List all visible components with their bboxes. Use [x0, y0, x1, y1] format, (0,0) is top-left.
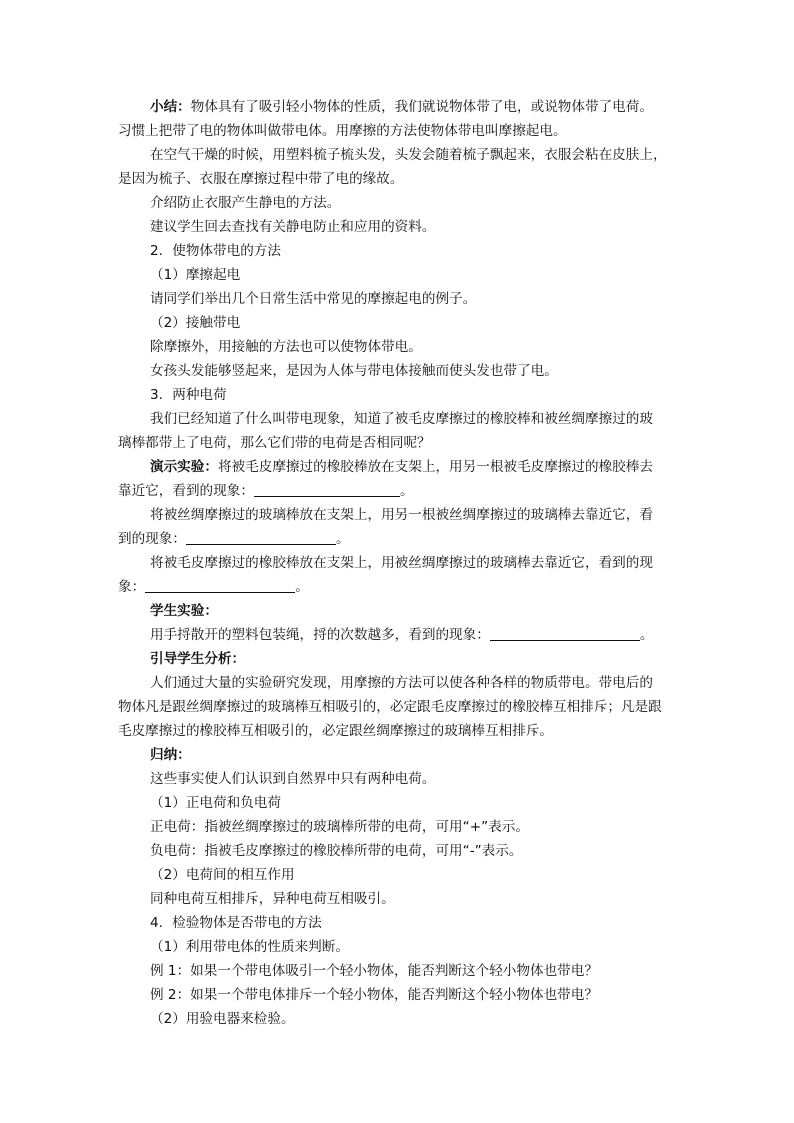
summary-text: 物体具有了吸引轻小物体的性质，我们就说物体带了电，或说物体带了电荷。: [190, 99, 653, 115]
demo-experiment-1a: [150, 455, 680, 479]
demo-experiment-3b: [118, 575, 678, 599]
answer-blank-3[interactable]: [145, 578, 295, 593]
guide-text-1: 人们通过大量的实验研究发现，用摩擦的方法可以使各种各样的物质带电。带电后的: [150, 675, 653, 691]
summary-paragraph: [150, 95, 680, 119]
section-2-title: 2．使物体带电的方法: [150, 243, 281, 259]
demo-3-prompt: 象：: [118, 579, 146, 595]
demo-experiment-3a: 将被毛皮摩擦过的橡胶棒放在支架上，用被丝绸摩擦过的玻璃棒去靠近它，看到的现: [150, 555, 653, 571]
answer-blank-4[interactable]: [490, 626, 640, 641]
contact-text-1: 除摩擦外，用接触的方法也可以使物体带电。: [150, 339, 422, 355]
contact-heading: （2）接触带电: [150, 315, 241, 331]
answer-blank-1[interactable]: [254, 482, 400, 497]
section-3-title: 3．两种电荷: [150, 387, 227, 403]
two-charges-intro-2: 璃棒都带上了电荷，那么它们带的电荷是否相同呢？: [118, 435, 431, 451]
demo-1-text: 将被毛皮摩擦过的橡胶棒放在支架上，用另一根被毛皮摩擦过的橡胶棒去: [217, 459, 653, 475]
demo-experiment-1b: [118, 479, 678, 503]
summary-induction-text: 这些事实使人们认识到自然界中只有两种电荷。: [150, 771, 436, 787]
method-1-heading: （1）利用带电体的性质来判断。: [150, 939, 349, 955]
interaction-text: 同种电荷互相排斥，异种电荷互相吸引。: [150, 891, 395, 907]
summary-label: 小结：: [150, 99, 191, 115]
guide-text-2: 物体凡是跟丝绸摩擦过的玻璃棒互相吸引的，必定跟毛皮摩擦过的橡胶棒互相排斥；凡是跟: [118, 699, 662, 715]
suggestion-line: 建议学生回去查找有关静电防止和应用的资料。: [150, 219, 436, 235]
static-prevention-line: 介绍防止衣服产生静电的方法。: [150, 195, 341, 211]
period: 。: [295, 579, 309, 595]
friction-heading: （1）摩擦起电: [150, 267, 241, 283]
period: 。: [399, 483, 414, 499]
student-experiment-label: 学生实验：: [150, 603, 218, 619]
demo-experiment-2a: 将被丝绸摩擦过的玻璃棒放在支架上，用另一根被丝绸摩擦过的玻璃棒去靠近它，看: [150, 507, 653, 523]
charge-types-heading: （1）正电荷和负电荷: [150, 795, 281, 811]
dry-air-line-2: 是因为梳子、衣服在摩擦过程中带了电的缘故。: [118, 171, 404, 187]
section-4-title: 4．检验物体是否带电的方法: [150, 915, 322, 931]
guide-text-3: 毛皮摩擦过的橡胶棒互相吸引的，必定跟丝绸摩擦过的玻璃棒互相排斥。: [118, 723, 553, 739]
demo-label: 演示实验：: [150, 459, 218, 475]
summary-continuation: 习惯上把带了电的物体叫做带电体。用摩擦的方法使物体带电叫摩擦起电。: [118, 123, 567, 139]
guide-analysis-label: 引导学生分析：: [150, 651, 246, 667]
contact-text-2: 女孩头发能够竖起来，是因为人体与带电体接触而使头发也带了电。: [150, 363, 558, 379]
interaction-heading: （2）电荷间的相互作用: [150, 867, 295, 883]
summary-induction-label: 归纳：: [150, 747, 191, 763]
period: 。: [639, 627, 654, 643]
answer-blank-2[interactable]: [186, 530, 336, 545]
method-2-heading: （2）用验电器来检验。: [150, 1011, 295, 1027]
period: 。: [335, 531, 350, 547]
demo-2-prompt: 到的现象：: [118, 531, 186, 547]
student-prompt: 用手捋散开的塑料包装绳，捋的次数越多，看到的现象：: [150, 627, 490, 643]
demo-experiment-2b: [118, 527, 678, 551]
negative-charge-def: 负电荷：指被毛皮摩擦过的橡胶棒所带的电荷，可用“-”表示。: [150, 843, 523, 859]
dry-air-line-1: 在空气干燥的时候，用塑料梳子梳头发，头发会随着梳子飘起来，衣服会粘在皮肤上，: [150, 147, 667, 163]
positive-charge-def: 正电荷：指被丝绸摩擦过的玻璃棒所带的电荷，可用“+”表示。: [150, 819, 529, 835]
two-charges-intro-1: 我们已经知道了什么叫带电现象，知道了被毛皮摩擦过的橡胶棒和被丝绸摩擦过的玻: [150, 411, 653, 427]
friction-text: 请同学们举出几个日常生活中常见的摩擦起电的例子。: [150, 291, 477, 307]
student-experiment-text: [150, 623, 680, 647]
example-1: 例 1：如果一个带电体吸引一个轻小物体，能否判断这个轻小物体也带电？: [150, 963, 598, 979]
demo-1-prompt: 靠近它，看到的现象：: [118, 483, 254, 499]
example-2: 例 2：如果一个带电体排斥一个轻小物体，能否判断这个轻小物体也带电？: [150, 987, 598, 1003]
